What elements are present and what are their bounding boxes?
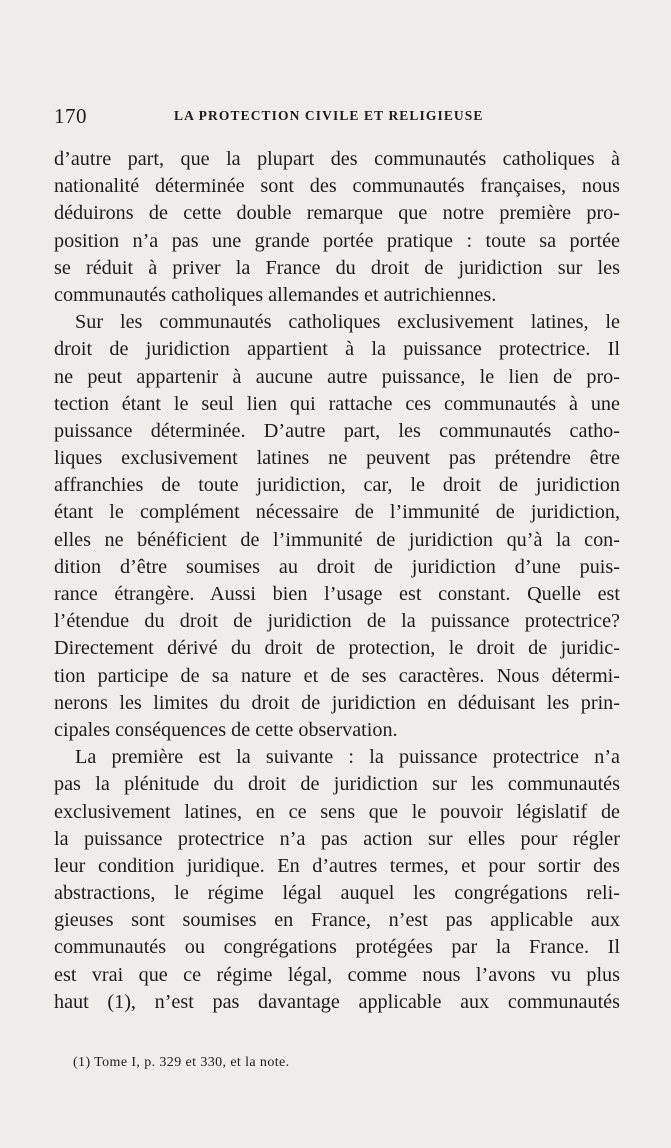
text-line: d’autre part, que la plupart des communautés catholiques à xyxy=(54,148,620,170)
text-line: rance étrangère. Aussi bien l’usage est constant. Quelle est xyxy=(54,583,620,605)
text-line: Sur les communautés catholiques exclusivement latines, le xyxy=(75,311,620,334)
text-line: gieuses sont soumises en France, n’est pas applicable aux xyxy=(54,909,620,932)
text-line: elles ne bénéficient de l’immunité de juridiction qu’à la con- xyxy=(54,528,620,551)
footnote: (1) Tome I, p. 329 et 330, et la note. xyxy=(73,1055,290,1070)
text-line: ne peut appartenir à aucune autre puissance, le lien de pro- xyxy=(54,365,620,388)
text-line: tion participe de sa nature et de ses caractères. Nous détermi- xyxy=(54,664,620,687)
text-line: cipales conséquences de cette observation. xyxy=(54,718,398,741)
page-header xyxy=(54,104,620,130)
text-line: pas la plénitude du droit de juridiction sur les communautés xyxy=(54,773,620,796)
text-line: se réduit à priver la France du droit de juridiction sur les xyxy=(54,256,620,279)
text-line: puissance déterminée. D’autre part, les communautés catho- xyxy=(54,419,620,442)
text-line: communautés ou congrégations protégées par la France. Il xyxy=(54,936,620,959)
text-line: droit de juridiction appartient à la puissance protectrice. Il xyxy=(54,338,620,361)
body-text xyxy=(54,146,620,1016)
text-line: leur condition juridique. En d’autres termes, et pour sortir des xyxy=(54,854,620,877)
text-line: est vrai que ce régime légal, comme nous l’avons vu plus xyxy=(54,963,620,986)
text-line: haut (1), n’est pas davantage applicable aux communautés xyxy=(54,990,620,1013)
text-line: nationalité déterminée sont des communautés françaises, nous xyxy=(54,175,620,198)
text-line: déduirons de cette double remarque que notre première pro- xyxy=(54,202,620,225)
running-head: LA PROTECTION CIVILE ET RELIGIEUSE xyxy=(174,108,484,123)
text-line: la puissance protectrice n’a pas action sur elles pour régler xyxy=(54,827,620,850)
text-line: nerons les limites du droit de juridiction en déduisant les prin- xyxy=(54,691,620,714)
text-line: communautés catholiques allemandes et autrichiennes. xyxy=(54,283,497,306)
text-line: dition d’être soumises au droit de juridiction d’une puis- xyxy=(54,555,620,578)
text-line: affranchies de toute juridiction, car, le droit de juridiction xyxy=(54,474,620,497)
text-line: l’étendue du droit de juridiction de la puissance protectrice? xyxy=(54,610,620,633)
text-line: liques exclusivement latines ne peuvent pas prétendre être xyxy=(54,447,620,470)
text-line: tection étant le seul lien qui rattache ces communautés à une xyxy=(54,392,620,415)
text-line: abstractions, le régime légal auquel les congrégations reli- xyxy=(54,882,620,905)
text-line: étant le complément nécessaire de l’immunité de juridiction, xyxy=(54,501,620,524)
text-line: exclusivement latines, en ce sens que le pouvoir législatif de xyxy=(54,800,620,823)
text-line: La première est la suivante : la puissance protectrice n’a xyxy=(75,746,620,769)
page-number: 170 xyxy=(54,104,87,128)
text-line: position n’a pas une grande portée pratique : toute sa portée xyxy=(54,229,620,252)
text-line: Directement dérivé du droit de protection, le droit de juridic- xyxy=(54,637,620,660)
